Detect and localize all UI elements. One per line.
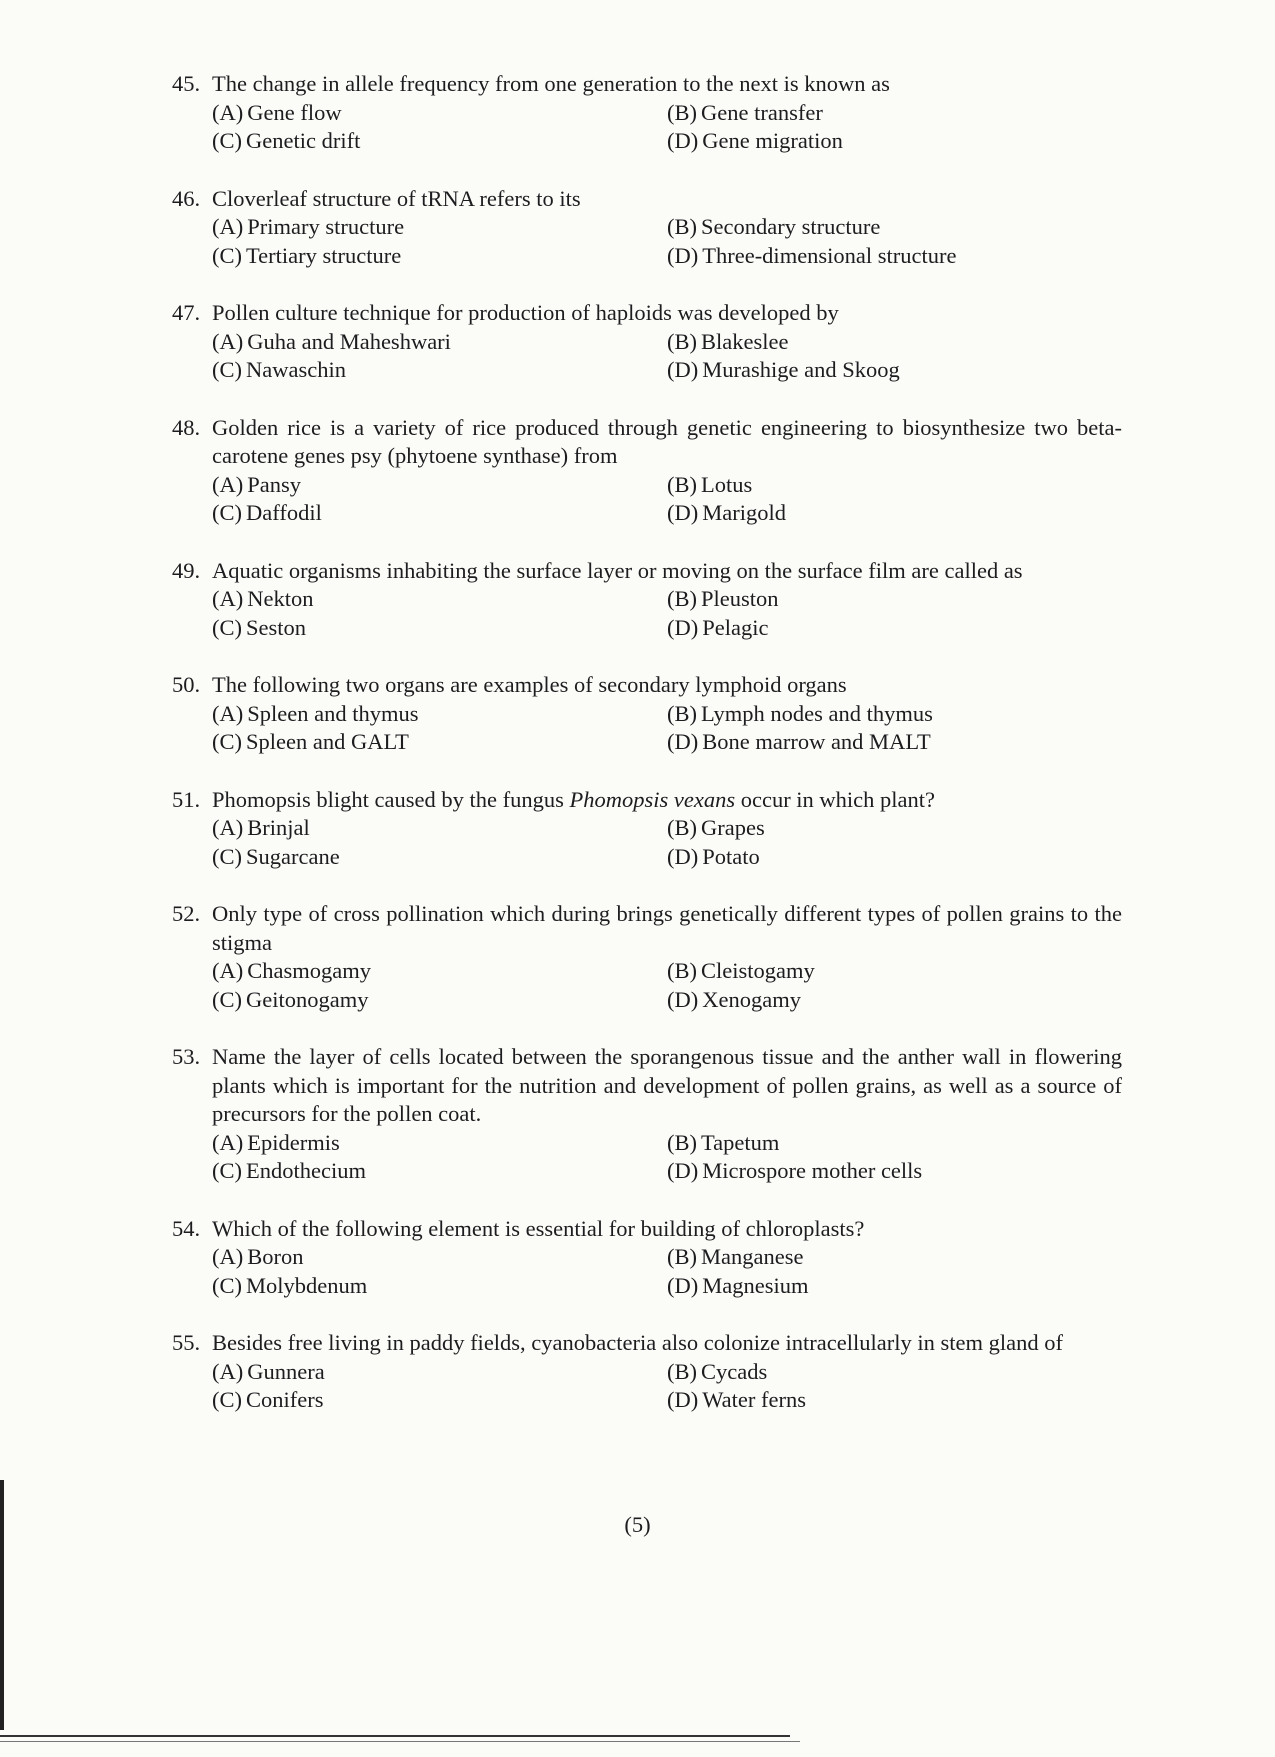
question-text: Besides free living in paddy fields, cyanobacteria also colonize intracellularly in stem gland of — [212, 1330, 1063, 1355]
option-d: (D) Three-dimensional structure — [667, 242, 957, 268]
footer-rule — [0, 1735, 790, 1737]
options-grid — [212, 700, 1122, 757]
option-b: (B) Tapetum — [667, 1129, 780, 1155]
option-a: (A) Primary structure — [212, 214, 405, 239]
option-d: (D) Water ferns — [667, 1387, 806, 1412]
option-b: (B) Gene transfer — [667, 99, 823, 125]
question-text: The following two organs are examples of secondary lymphoid organs — [212, 672, 847, 697]
question-number: 53. — [172, 1044, 201, 1069]
question-52 — [172, 900, 1122, 1014]
option-a: (A) Brinjal — [212, 815, 310, 840]
options-grid — [212, 1358, 1122, 1415]
options-grid — [212, 471, 1122, 528]
question-49 — [172, 557, 1122, 643]
options-grid — [212, 328, 1122, 385]
option-d: (D) Microspore mother cells — [667, 1158, 923, 1183]
options-grid — [212, 99, 1122, 156]
option-a: (A) Boron — [212, 1244, 304, 1269]
question-46 — [172, 185, 1122, 271]
option-b: (B) Cycads — [667, 1358, 768, 1384]
options-grid — [212, 585, 1122, 642]
question-number: 47. — [172, 300, 201, 325]
option-c: (C) Nawaschin — [212, 357, 346, 382]
question-text: The change in allele frequency from one generation to the next is known as — [212, 71, 890, 96]
question-54 — [172, 1215, 1122, 1301]
question-text: Only type of cross pollination which during brings genetically different types of pollen grains to the stigma — [212, 901, 1122, 955]
option-a: (A) Spleen and thymus — [212, 700, 419, 726]
question-text: Aquatic organisms inhabiting the surface layer or moving on the surface film are called as — [212, 557, 1023, 583]
option-b: (B) Blakeslee — [667, 328, 789, 354]
option-b: (B) Secondary structure — [667, 214, 881, 239]
option-a: (A) Epidermis — [212, 1129, 340, 1155]
option-c: (C) Endothecium — [212, 1158, 366, 1183]
question-50 — [172, 671, 1122, 757]
question-48 — [172, 414, 1122, 528]
option-a: (A) Guha and Maheshwari — [212, 328, 451, 354]
species-name: Phomopsis vexans — [569, 786, 736, 812]
option-c: (C) Genetic drift — [212, 128, 361, 153]
footer-rule-secondary — [0, 1741, 800, 1742]
question-51 — [172, 786, 1122, 872]
options-grid — [212, 814, 1122, 871]
options-grid — [212, 1243, 1122, 1300]
option-a: (A) Gene flow — [212, 99, 342, 125]
option-a: (A) Gunnera — [212, 1358, 325, 1384]
question-number: 50. — [172, 672, 201, 697]
option-a: (A) Pansy — [212, 471, 301, 497]
option-b: (B) Lymph nodes and thymus — [667, 700, 933, 726]
question-47 — [172, 299, 1122, 385]
option-d: (D) Bone marrow and MALT — [667, 729, 931, 754]
option-a: (A) Nekton — [212, 586, 314, 611]
question-number: 46. — [172, 185, 201, 211]
question-number: 52. — [172, 901, 201, 926]
option-a: (A) Chasmogamy — [212, 958, 371, 983]
question-text: Phomopsis blight caused by the fungus Phomopsis vexans occur in which plant? — [212, 786, 936, 812]
option-c: (C) Tertiary structure — [212, 242, 402, 268]
option-d: (D) Pelagic — [667, 614, 769, 640]
option-c: (C) Conifers — [212, 1387, 324, 1412]
option-b: (B) Cleistogamy — [667, 958, 815, 983]
question-45 — [172, 70, 1122, 156]
option-d: (D) Gene migration — [667, 128, 843, 153]
option-d: (D) Murashige and Skoog — [667, 357, 900, 382]
option-c: (C) Spleen and GALT — [212, 729, 409, 754]
option-d: (D) Marigold — [667, 500, 786, 525]
option-d: (D) Magnesium — [667, 1272, 809, 1298]
options-grid — [212, 957, 1122, 1014]
question-text: Pollen culture technique for production of haploids was developed by — [212, 300, 839, 325]
option-b: (B) Lotus — [667, 471, 753, 497]
question-text: Name the layer of cells located between the sporangenous tissue and the anther wall in flowering plants which is important for the nutrition and development of pollen grains, as well as a source of precursors for the pollen coat. — [212, 1044, 1122, 1126]
options-grid — [212, 213, 1122, 270]
question-list — [172, 70, 1122, 1444]
option-c: (C) Sugarcane — [212, 843, 340, 869]
options-grid — [212, 1129, 1122, 1186]
page-number: (5) — [624, 1512, 651, 1537]
question-number: 54. — [172, 1215, 201, 1241]
question-text: Which of the following element is essential for building of chloroplasts? — [212, 1215, 865, 1241]
question-number: 55. — [172, 1330, 201, 1355]
option-b: (B) Pleuston — [667, 586, 779, 611]
question-number: 51. — [172, 786, 201, 812]
question-text: Cloverleaf structure of tRNA refers to its — [212, 185, 581, 211]
question-text: Golden rice is a variety of rice produced through genetic engineering to biosynthesize two beta-carotene genes psy (phytoene synthase) from — [212, 414, 1122, 468]
option-b: (B) Manganese — [667, 1244, 804, 1269]
question-number: 48. — [172, 414, 201, 440]
option-d: (D) Potato — [667, 843, 760, 869]
question-55 — [172, 1329, 1122, 1415]
option-c: (C) Molybdenum — [212, 1272, 368, 1298]
option-d: (D) Xenogamy — [667, 986, 801, 1012]
question-53 — [172, 1043, 1122, 1186]
option-c: (C) Daffodil — [212, 500, 322, 525]
question-number: 45. — [172, 71, 201, 96]
option-c: (C) Geitonogamy — [212, 986, 369, 1012]
question-number: 49. — [172, 557, 201, 583]
option-b: (B) Grapes — [667, 815, 765, 840]
option-c: (C) Seston — [212, 614, 307, 640]
